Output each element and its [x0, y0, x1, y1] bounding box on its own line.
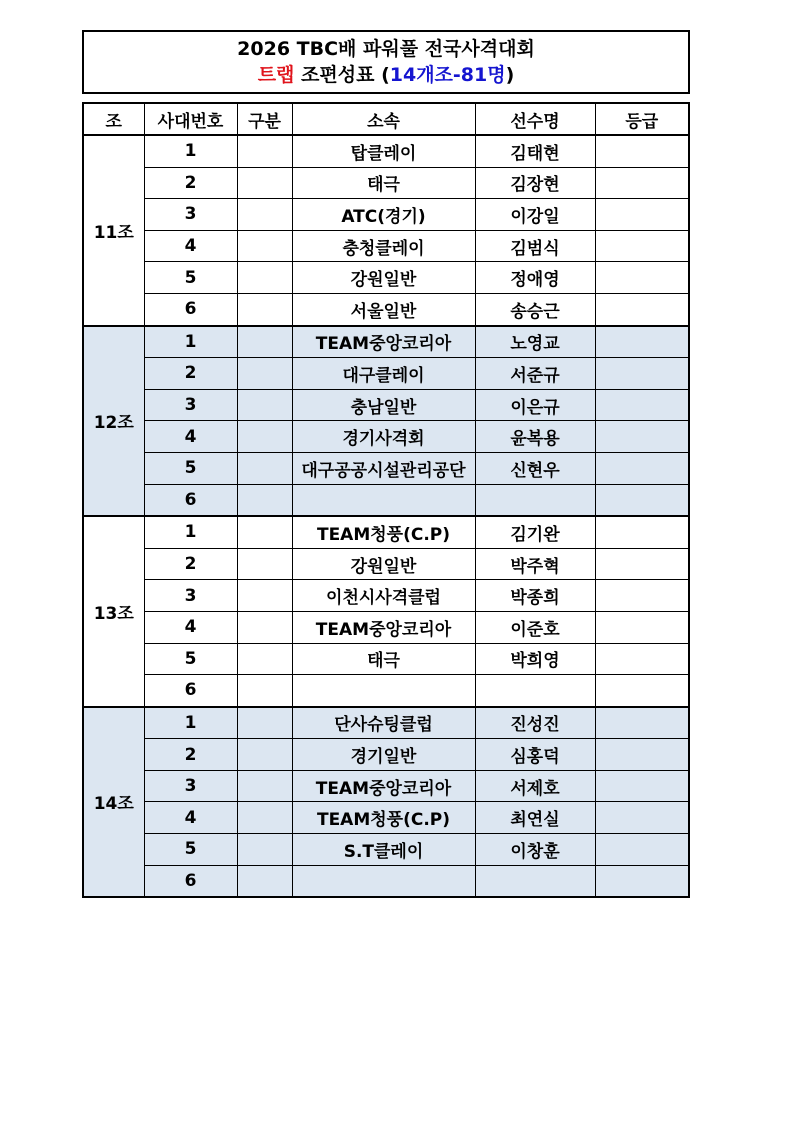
type-cell	[237, 770, 292, 802]
player-name: 서준규	[475, 358, 595, 390]
header-player: 선수명	[475, 103, 595, 135]
grade-cell	[595, 802, 689, 834]
grade-cell	[595, 865, 689, 897]
station-number: 3	[144, 580, 237, 612]
affiliation-cell: 경기사격회	[292, 421, 475, 453]
table-row	[83, 326, 689, 358]
station-number: 5	[144, 834, 237, 866]
station-number: 5	[144, 262, 237, 294]
table-row	[83, 484, 689, 516]
affiliation-cell: 대구클레이	[292, 358, 475, 390]
type-cell	[237, 675, 292, 707]
table-row	[83, 770, 689, 802]
affiliation-cell: 이천시사격클럽	[292, 580, 475, 612]
grade-cell	[595, 358, 689, 390]
station-number: 6	[144, 865, 237, 897]
table-row	[83, 611, 689, 643]
player-name: 노영교	[475, 326, 595, 358]
table-row	[83, 421, 689, 453]
table-row	[83, 262, 689, 294]
table-row	[83, 643, 689, 675]
grade-cell	[595, 675, 689, 707]
grade-cell	[595, 548, 689, 580]
station-number: 2	[144, 358, 237, 390]
table-row	[83, 389, 689, 421]
station-number: 1	[144, 135, 237, 167]
player-name: 신현우	[475, 452, 595, 484]
station-number: 4	[144, 611, 237, 643]
player-name: 이준호	[475, 611, 595, 643]
type-cell	[237, 135, 292, 167]
affiliation-cell: 강원일반	[292, 262, 475, 294]
player-name: 심홍덕	[475, 739, 595, 771]
grade-cell	[595, 643, 689, 675]
player-name: 이은규	[475, 389, 595, 421]
header-station: 사대번호	[144, 103, 237, 135]
type-cell	[237, 802, 292, 834]
affiliation-cell: 태극	[292, 643, 475, 675]
affiliation-cell: 충남일반	[292, 389, 475, 421]
type-cell	[237, 516, 292, 548]
type-cell	[237, 167, 292, 199]
affiliation-cell: TEAM중앙코리아	[292, 611, 475, 643]
affiliation-cell	[292, 865, 475, 897]
player-name	[475, 865, 595, 897]
type-cell	[237, 834, 292, 866]
group-label: 12조	[83, 326, 144, 517]
table-row	[83, 580, 689, 612]
player-name: 김범식	[475, 230, 595, 262]
grade-cell	[595, 770, 689, 802]
station-number: 3	[144, 199, 237, 231]
table-row	[83, 834, 689, 866]
title-box	[82, 30, 690, 94]
station-number: 5	[144, 643, 237, 675]
grade-cell	[595, 262, 689, 294]
grade-cell	[595, 611, 689, 643]
table-row	[83, 230, 689, 262]
player-name: 박희영	[475, 643, 595, 675]
grade-cell	[595, 739, 689, 771]
station-number: 1	[144, 516, 237, 548]
affiliation-cell: 대구공공시설관리공단	[292, 452, 475, 484]
grade-cell	[595, 516, 689, 548]
affiliation-cell	[292, 484, 475, 516]
type-cell	[237, 739, 292, 771]
group-11	[83, 135, 689, 326]
group-label: 13조	[83, 516, 144, 707]
type-cell	[237, 484, 292, 516]
player-name: 김기완	[475, 516, 595, 548]
group-13	[83, 516, 689, 707]
station-number: 6	[144, 484, 237, 516]
player-name	[475, 484, 595, 516]
grade-cell	[595, 421, 689, 453]
affiliation-cell: 태극	[292, 167, 475, 199]
type-cell	[237, 293, 292, 325]
table-row	[83, 739, 689, 771]
table-row	[83, 707, 689, 739]
table-row	[83, 516, 689, 548]
table-row	[83, 167, 689, 199]
station-number: 3	[144, 770, 237, 802]
station-number: 4	[144, 802, 237, 834]
type-cell	[237, 611, 292, 643]
header-type: 구분	[237, 103, 292, 135]
player-name: 서제호	[475, 770, 595, 802]
type-cell	[237, 548, 292, 580]
grade-cell	[595, 484, 689, 516]
station-number: 5	[144, 452, 237, 484]
station-number: 1	[144, 326, 237, 358]
grade-cell	[595, 580, 689, 612]
type-cell	[237, 865, 292, 897]
grade-cell	[595, 707, 689, 739]
affiliation-cell: TEAM청풍(C.P)	[292, 516, 475, 548]
station-number: 6	[144, 675, 237, 707]
affiliation-cell: TEAM중앙코리아	[292, 326, 475, 358]
type-cell	[237, 199, 292, 231]
affiliation-cell: 서울일반	[292, 293, 475, 325]
player-name: 이창훈	[475, 834, 595, 866]
player-name: 김장현	[475, 167, 595, 199]
player-name: 박주혁	[475, 548, 595, 580]
type-cell	[237, 230, 292, 262]
type-cell	[237, 580, 292, 612]
group-label: 11조	[83, 135, 144, 326]
grade-cell	[595, 135, 689, 167]
player-name: 정애영	[475, 262, 595, 294]
grade-cell	[595, 452, 689, 484]
header-row	[83, 103, 689, 135]
affiliation-cell: 탑클레이	[292, 135, 475, 167]
grade-cell	[595, 230, 689, 262]
page-subtitle	[84, 62, 688, 88]
affiliation-cell: 단사슈팅클럽	[292, 707, 475, 739]
station-number: 2	[144, 167, 237, 199]
grade-cell	[595, 167, 689, 199]
header-grade: 등급	[595, 103, 689, 135]
player-name: 송승근	[475, 293, 595, 325]
group-label: 14조	[83, 707, 144, 898]
player-name: 박종희	[475, 580, 595, 612]
group-14	[83, 707, 689, 898]
header-affiliation: 소속	[292, 103, 475, 135]
player-name	[475, 675, 595, 707]
table-row	[83, 802, 689, 834]
affiliation-cell: 경기일반	[292, 739, 475, 771]
affiliation-cell: 강원일반	[292, 548, 475, 580]
grade-cell	[595, 326, 689, 358]
player-name: 이강일	[475, 199, 595, 231]
page-title: 2026 TBC배 파워풀 전국사격대회	[237, 38, 535, 60]
grade-cell	[595, 199, 689, 231]
station-number: 4	[144, 421, 237, 453]
header-group: 조	[83, 103, 144, 135]
group-count: 14개조-81명	[389, 64, 506, 86]
affiliation-cell: S.T클레이	[292, 834, 475, 866]
station-number: 4	[144, 230, 237, 262]
event-name: 트랩	[257, 64, 295, 86]
affiliation-cell: 충청클레이	[292, 230, 475, 262]
affiliation-cell: TEAM청풍(C.P)	[292, 802, 475, 834]
grade-cell	[595, 389, 689, 421]
station-number: 1	[144, 707, 237, 739]
station-number: 2	[144, 548, 237, 580]
type-cell	[237, 452, 292, 484]
group-12	[83, 326, 689, 517]
player-name: 최연실	[475, 802, 595, 834]
grade-cell	[595, 834, 689, 866]
type-cell	[237, 326, 292, 358]
table-row	[83, 135, 689, 167]
player-name: 진성진	[475, 707, 595, 739]
type-cell	[237, 389, 292, 421]
station-number: 6	[144, 293, 237, 325]
type-cell	[237, 358, 292, 390]
affiliation-cell: ATC(경기)	[292, 199, 475, 231]
table-row	[83, 548, 689, 580]
type-cell	[237, 707, 292, 739]
type-cell	[237, 262, 292, 294]
table-row	[83, 199, 689, 231]
affiliation-cell: TEAM중앙코리아	[292, 770, 475, 802]
station-number: 3	[144, 389, 237, 421]
player-name: 김태현	[475, 135, 595, 167]
player-name: 윤복용	[475, 421, 595, 453]
station-number: 2	[144, 739, 237, 771]
type-cell	[237, 643, 292, 675]
table-row	[83, 865, 689, 897]
affiliation-cell	[292, 675, 475, 707]
subtitle-close: )	[505, 64, 515, 86]
type-cell	[237, 421, 292, 453]
table-row	[83, 358, 689, 390]
table-row	[83, 675, 689, 707]
roster-table	[82, 102, 690, 898]
table-row	[83, 452, 689, 484]
subtitle-text: 조편성표 (	[294, 64, 390, 86]
table-row	[83, 293, 689, 325]
grade-cell	[595, 293, 689, 325]
